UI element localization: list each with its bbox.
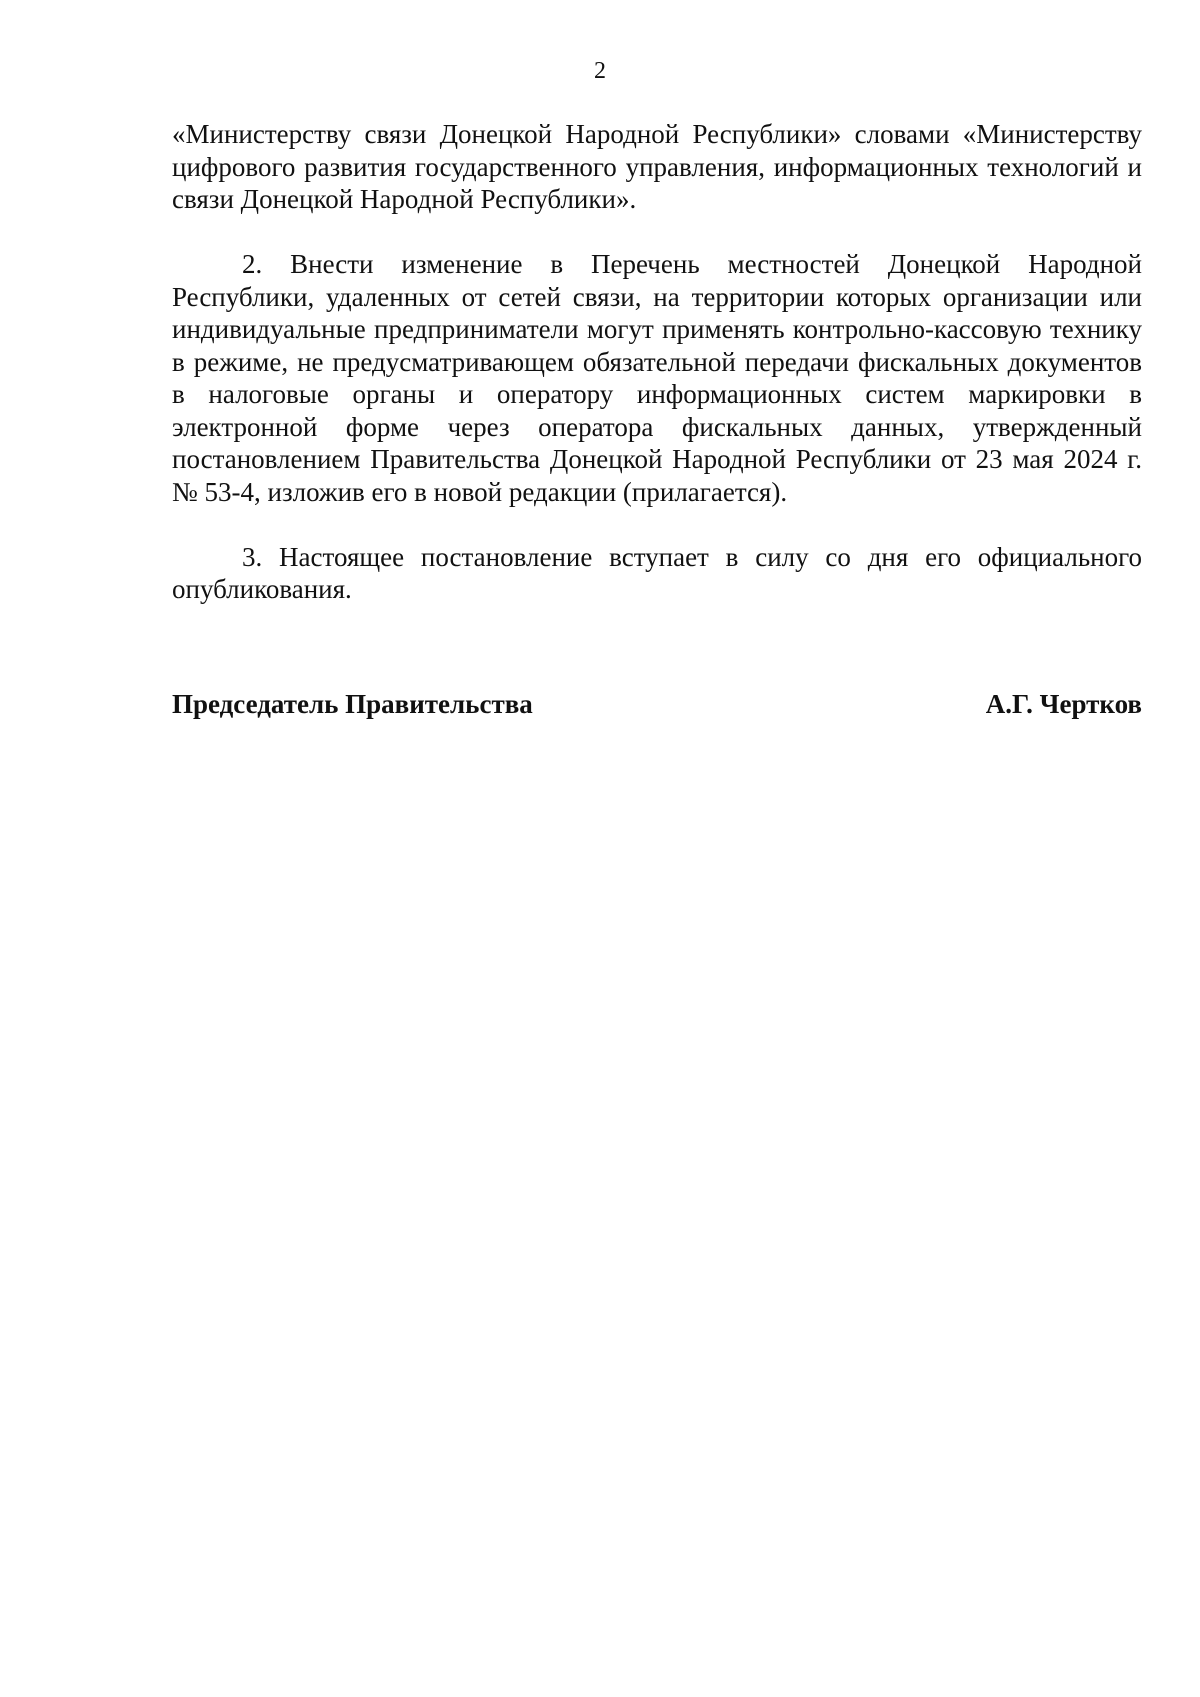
signatory-position: Председатель Правительства <box>172 689 533 719</box>
paragraph-continuation: «Министерству связи Донецкой Народной Республики» словами «Министерству цифрового развития государственного управления, информационных технологий и связи Донецкой Народной Республики». <box>172 119 1142 214</box>
paragraph-item-3: 3. Настоящее постановление вступает в силу со дня его официального опубликования. <box>172 541 1142 604</box>
paragraph-item-2: 2. Внести изменение в Перечень местностей Донецкой Народной Республики, удаленных от сетей связи, на территории которых организации или индивидуальные предприниматели могут применять контрольно-кассовую технику в режиме, не предусматривающем обязательной передачи фискальных документов в налоговые органы и оператору информационных систем маркировки в электронной форме через оператора фискальных данных, утвержденный постановлением Правительства Донецкой Народной Республики от 23 мая 2024 г. № 53-4, изложив его в новой редакции (прилагается). <box>172 249 1142 507</box>
signature-block <box>172 688 1142 720</box>
document-body <box>172 118 1142 606</box>
page-number: 2 <box>594 58 606 84</box>
signatory-name: А.Г. Чертков <box>985 689 1142 719</box>
